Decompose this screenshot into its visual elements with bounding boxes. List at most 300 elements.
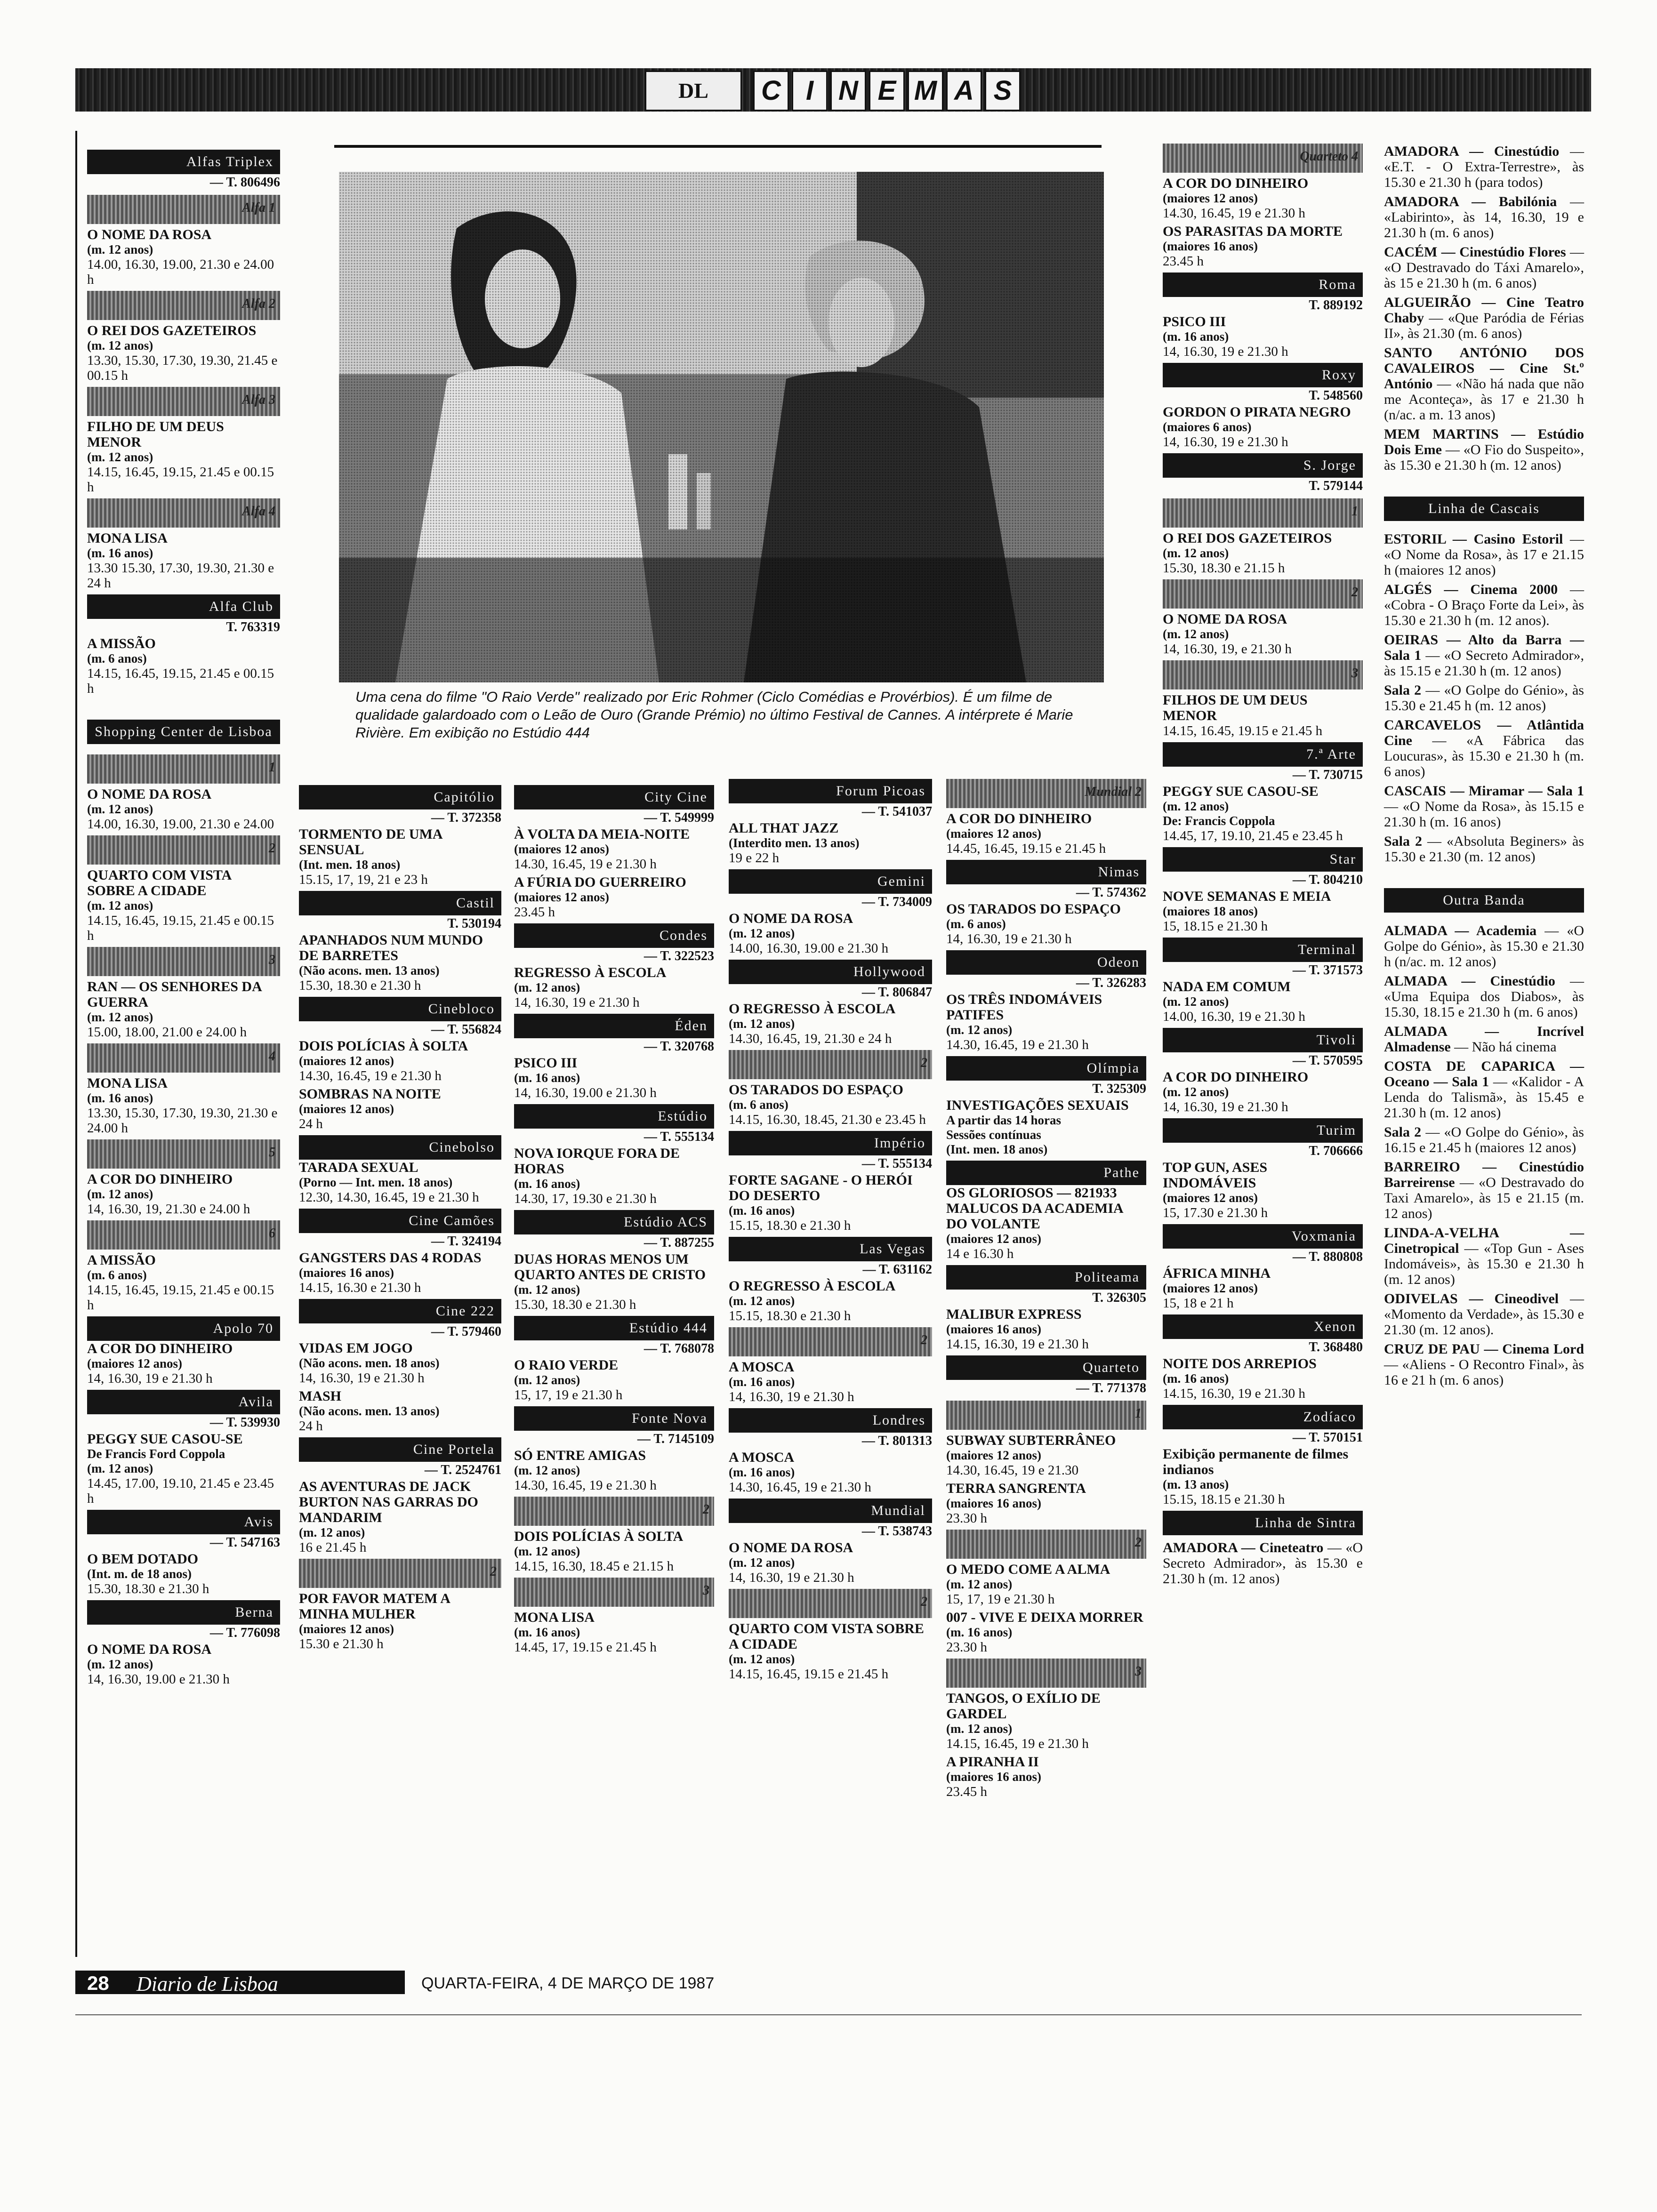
film-times: 23.30 h xyxy=(946,1511,987,1526)
film-times: 15, 18 e 21 h xyxy=(1163,1296,1234,1311)
film-times: 16 e 21.45 h xyxy=(299,1540,367,1555)
film-listing xyxy=(87,1075,280,1136)
film-listing xyxy=(514,1146,714,1206)
screen-header xyxy=(87,754,280,784)
film-note: Sessões contínuas xyxy=(946,1128,1041,1142)
film-times: 14.30, 16.45, 19 e 21.30 h xyxy=(729,1480,871,1495)
cinema-block xyxy=(729,1237,932,1323)
cinema-block xyxy=(514,1497,714,1574)
film-times: 14, 16.30, 19.00 e 21.30 h xyxy=(514,1085,657,1100)
film-listing xyxy=(946,1185,1146,1261)
film-title: ÁFRICA MINHA xyxy=(1163,1266,1271,1281)
cinema-block xyxy=(87,1390,280,1506)
film-title: FORTE SAGANE - O HERÓI DO DESERTO xyxy=(729,1172,913,1203)
cinema-block xyxy=(514,1014,714,1100)
screen-header xyxy=(87,1139,280,1169)
film-times: 15.15, 18.15 e 21.30 h xyxy=(1163,1492,1285,1507)
film-title: OS PARASITAS DA MORTE xyxy=(1163,224,1343,239)
film-rating: (maiores 16 anos) xyxy=(946,1770,1041,1784)
cinema-block xyxy=(1163,847,1363,934)
cinema-name: Xenon xyxy=(1163,1314,1363,1339)
film-listing xyxy=(87,1551,280,1596)
film-listing xyxy=(299,1250,501,1295)
cinema-block xyxy=(1384,497,1584,521)
film-times: 14.00, 16.30, 19.00, 21.30 e 24.00 h xyxy=(87,257,274,287)
cinema-block xyxy=(946,779,1146,856)
film-title: O NOME DA ROSA xyxy=(729,911,853,926)
cinema-block xyxy=(514,1210,714,1312)
cinema-name: Avila xyxy=(87,1390,280,1414)
cinema-phone: T. 579144 xyxy=(1309,479,1363,493)
film-note: (m. 12 anos) xyxy=(87,1461,153,1475)
cinema-block xyxy=(1384,632,1584,679)
film-title: A PIRANHA II xyxy=(946,1754,1039,1770)
listings-column-2 xyxy=(299,785,501,1655)
cinema-phone: — T. 372358 xyxy=(431,810,501,825)
screen-label: 2 xyxy=(921,1056,927,1070)
film-listing xyxy=(1163,611,1363,657)
paper-name: Diario de Lisboa xyxy=(137,1972,278,1996)
cinema-block xyxy=(729,1408,932,1495)
film-listing xyxy=(299,932,501,993)
cinema-block xyxy=(1163,1118,1363,1220)
film-title: O NOME DA ROSA xyxy=(1163,611,1287,627)
film-listing xyxy=(87,1341,280,1386)
cinema-block xyxy=(1384,295,1584,341)
cinema-name: Cinebolso xyxy=(299,1135,501,1160)
listings-column-3 xyxy=(514,785,714,1659)
film-rating: A partir das 14 horas xyxy=(946,1113,1062,1127)
film-title: A COR DO DINHEIRO xyxy=(1163,176,1309,191)
film-still-illustration xyxy=(339,172,1104,682)
cinema-block xyxy=(1384,1291,1584,1338)
cinema-block xyxy=(1384,783,1584,830)
cinema-name: Apolo 70 xyxy=(87,1316,280,1341)
regional-listing: CRUZ DE PAU — Cinema Lord — «Aliens - O Recontro Final», às 16 e 21 h (m. 6 anos) xyxy=(1384,1341,1584,1388)
film-rating: (maiores 16 anos) xyxy=(299,1266,394,1280)
cinema-block xyxy=(1384,1058,1584,1121)
cinema-block xyxy=(1384,582,1584,628)
film-listing xyxy=(946,1691,1146,1751)
film-listing xyxy=(87,419,280,495)
film-title: O NOME DA ROSA xyxy=(87,227,212,242)
film-times: 14, 16.30, 19 e 21.30 h xyxy=(299,1370,425,1386)
screen-header xyxy=(946,1401,1146,1430)
title-letter: S xyxy=(985,71,1021,111)
film-times: 14.30, 16.45, 19 e 21.30 h xyxy=(1163,206,1305,221)
paper-logo: DL xyxy=(645,71,742,111)
film-listing xyxy=(729,1359,932,1404)
cinema-name: Olímpia xyxy=(946,1056,1146,1081)
film-listing xyxy=(1163,314,1363,359)
film-title: O REGRESSO À ESCOLA xyxy=(729,1278,896,1294)
film-rating: (m. 12 anos) xyxy=(729,1652,795,1666)
film-rating: (maiores 12 anos) xyxy=(299,1054,394,1068)
cinema-name: Mundial xyxy=(729,1499,932,1523)
left-border xyxy=(75,131,77,1957)
film-times: 14.30, 16.45, 19 e 21.30 h xyxy=(946,1037,1089,1052)
cinema-name: Linha de Sintra xyxy=(1163,1511,1363,1535)
title-letter: C xyxy=(753,71,789,111)
film-title: A MOSCA xyxy=(729,1359,795,1375)
cinema-block xyxy=(1163,742,1363,843)
film-listing xyxy=(729,911,932,956)
film-rating: (m. 12 anos) xyxy=(87,898,153,913)
cinema-phone: — T. 579460 xyxy=(431,1324,501,1339)
cinema-name: Capitólio xyxy=(299,785,501,809)
regional-listing: ESTORIL — Casino Estoril — «O Nome da Rosa», às 17 e 21.15 h (maiores 12 anos) xyxy=(1384,531,1584,578)
cinema-block xyxy=(87,1316,280,1386)
film-times: 15.15, 18.30 e 21.30 h xyxy=(729,1218,851,1233)
film-rating: (maiores 6 anos) xyxy=(1163,420,1252,434)
film-title: MONA LISA xyxy=(87,1075,168,1091)
cinema-block xyxy=(729,1327,932,1404)
film-listing xyxy=(1163,404,1363,449)
regional-listing: CACÉM — Cinestúdio Flores — «O Destravado do Táxi Amarelo», às 15 e 21.30 h (m. 6 anos) xyxy=(1384,244,1584,291)
film-times: 15.15, 17, 19, 21 e 23 h xyxy=(299,872,428,887)
film-rating: (m. 12 anos) xyxy=(729,926,795,940)
cinema-name: Roma xyxy=(1163,272,1363,297)
film-rating: (maiores 12 anos) xyxy=(87,1356,182,1370)
film-title: O REI DOS GAZETEIROS xyxy=(1163,530,1332,546)
film-times: 19 e 22 h xyxy=(729,850,780,866)
film-title: NOVA IORQUE FORA DE HORAS xyxy=(514,1146,680,1177)
film-title: Exibição permanente de filmes indianos xyxy=(1163,1446,1349,1477)
cinema-block xyxy=(729,779,932,866)
film-rating: (Não acons. men. 13 anos) xyxy=(299,1404,440,1418)
film-title: O REI DOS GAZETEIROS xyxy=(87,323,257,338)
film-rating: (maiores 12 anos) xyxy=(946,826,1041,841)
film-times: 23.45 h xyxy=(1163,254,1204,269)
cinema-block xyxy=(1384,923,1584,970)
footer-rule xyxy=(75,2014,1582,2015)
film-times: 15.00, 18.00, 21.00 e 24.00 h xyxy=(87,1025,247,1040)
film-times: 14.30, 16.45, 19 e 21.30 xyxy=(946,1463,1079,1478)
film-listing xyxy=(87,786,280,832)
film-rating: (m. 12 anos) xyxy=(87,802,153,816)
film-times: 14.30, 17, 19.30 e 21.30 h xyxy=(514,1191,657,1206)
film-listing xyxy=(87,1431,280,1506)
film-rating: (m. 12 anos) xyxy=(87,450,153,464)
film-note: (Int. men. 18 anos) xyxy=(946,1142,1048,1156)
film-title: À VOLTA DA MEIA-NOITE xyxy=(514,826,690,842)
film-title: 007 - VIVE E DEIXA MORRER xyxy=(946,1610,1143,1625)
film-listing xyxy=(299,1591,501,1651)
film-times: 13.30, 15.30, 17.30, 19.30, 21.30 e 24.00 h xyxy=(87,1106,278,1136)
film-listing xyxy=(87,636,280,696)
film-listing xyxy=(1163,784,1363,843)
cinema-block xyxy=(1384,426,1584,473)
regional-listing: AMADORA — Cinestúdio — «E.T. - O Extra-Terrestre», às 15.30 e 21.30 h (para todos) xyxy=(1384,144,1584,190)
cinema-name: Alfas Triplex xyxy=(87,150,280,174)
cinema-name: Fonte Nova xyxy=(514,1406,714,1431)
cinema-name: Hollywood xyxy=(729,960,932,984)
film-rating: (m. 13 anos) xyxy=(1163,1477,1229,1491)
cinema-phone: — T. 631162 xyxy=(862,1262,932,1277)
screen-header xyxy=(87,291,280,320)
film-title: A FÚRIA DO GUERREIRO xyxy=(514,874,686,890)
film-listing xyxy=(1163,889,1363,934)
film-title: A MISSÃO xyxy=(87,636,156,651)
regional-listing: COSTA DE CAPARICA — Oceano — Sala 1 — «Kalidor - A Lenda do Talismã», às 15.45 e 21.30 h (m. 12 anos) xyxy=(1384,1058,1584,1121)
cinema-name: Cine Camões xyxy=(299,1209,501,1233)
film-rating: (maiores 12 anos) xyxy=(1163,191,1258,205)
film-times: 15, 18.15 e 21.30 h xyxy=(1163,919,1268,934)
cinema-block xyxy=(1163,1511,1363,1587)
film-listing xyxy=(946,901,1146,946)
film-title: MONA LISA xyxy=(87,530,168,546)
film-title: OS TARADOS DO ESPAÇO xyxy=(946,901,1121,917)
film-times: 14.00, 16.30, 19 e 21.30 h xyxy=(1163,1009,1305,1024)
cinema-phone: — T. 371573 xyxy=(1292,963,1363,978)
film-title: TARADA SEXUAL xyxy=(299,1160,418,1175)
regional-listing: CASCAIS — Miramar — Sala 1 — «O Nome da Rosa», às 15.15 e 21.30 h (m. 16 anos) xyxy=(1384,783,1584,830)
film-rating: De Francis Ford Coppola xyxy=(87,1447,225,1461)
film-rating: (maiores 12 anos) xyxy=(514,890,609,904)
cinema-block xyxy=(299,1559,501,1651)
screen-header xyxy=(87,1220,280,1250)
film-listing xyxy=(729,1082,932,1127)
film-title: APANHADOS NUM MUNDO DE BARRETES xyxy=(299,932,483,963)
screen-header xyxy=(729,1327,932,1356)
film-title: PEGGY SUE CASOU-SE xyxy=(87,1431,243,1447)
screen-label: 2 xyxy=(490,1564,497,1579)
cinema-phone: — T. 324194 xyxy=(431,1234,501,1249)
film-rating: (m. 12 anos) xyxy=(1163,1085,1229,1099)
screen-label: 2 xyxy=(921,1595,927,1609)
cinema-phone: — T. 326283 xyxy=(1076,976,1146,990)
film-times: 14.15, 16.45, 19.15 e 21.45 h xyxy=(1163,723,1323,738)
cinema-block xyxy=(1163,498,1363,576)
film-listing xyxy=(946,1433,1146,1478)
film-times: 15.30, 18.30 e 21.30 h xyxy=(87,1581,209,1596)
film-times: 14, 16.30, 19 e 21.30 h xyxy=(946,931,1072,946)
cinema-block xyxy=(729,1589,932,1682)
film-times: 14.15, 16.45, 19.15, 21.45 e 00.15 h xyxy=(87,465,274,495)
film-title: PSICO III xyxy=(514,1055,578,1071)
film-listing xyxy=(514,1251,714,1312)
cinema-phone: — T. 730715 xyxy=(1292,768,1363,782)
film-rating: (m. 16 anos) xyxy=(514,1177,580,1191)
film-rating: (m. 16 anos) xyxy=(946,1625,1013,1639)
cinema-block xyxy=(87,498,280,591)
film-times: 14.30, 16.45, 19 e 21.30 h xyxy=(514,1478,657,1493)
cinema-phone: — T. 804210 xyxy=(1292,873,1363,887)
film-listing xyxy=(1163,176,1363,221)
film-title: RAN — OS SENHORES DA GUERRA xyxy=(87,979,262,1010)
film-times: 15.15, 18.30 e 21.30 h xyxy=(729,1308,851,1323)
film-listing xyxy=(946,1610,1146,1655)
screen-label: Alfa 2 xyxy=(242,297,275,311)
film-listing xyxy=(514,1529,714,1574)
film-times: 13.30, 15.30, 17.30, 19.30, 21.45 e 00.15 h xyxy=(87,353,278,383)
film-times: 14, 16.30, 19 e 21.30 h xyxy=(729,1389,854,1404)
film-times: 14.45, 16.45, 19.15 e 21.45 h xyxy=(946,841,1106,856)
film-times: 14.00, 16.30, 19.00, 21.30 e 24.00 xyxy=(87,817,274,832)
cinema-block xyxy=(1163,1405,1363,1507)
cinema-block xyxy=(1163,453,1363,495)
cinema-block xyxy=(946,860,1146,946)
screen-header xyxy=(514,1497,714,1526)
film-times: 14.30, 16.45, 19, 21.30 e 24 h xyxy=(729,1031,892,1046)
cinema-phone: — T. 776098 xyxy=(209,1626,280,1640)
cinema-block xyxy=(514,923,714,1010)
screen-label: 5 xyxy=(269,1145,275,1160)
film-times: 12.30, 14.30, 16.45, 19 e 21.30 h xyxy=(299,1190,479,1205)
film-listing xyxy=(1163,530,1363,576)
film-rating: (m. 16 anos) xyxy=(729,1375,795,1389)
cinema-block xyxy=(1163,1314,1363,1401)
cinema-block xyxy=(1384,144,1584,190)
screen-header xyxy=(1163,498,1363,528)
film-title: POR FAVOR MATEM A MINHA MULHER xyxy=(299,1591,450,1622)
film-times: 13.30 15.30, 17.30, 19.30, 21.30 e 24 h xyxy=(87,561,274,591)
screen-header xyxy=(87,387,280,416)
cinema-name: Voxmania xyxy=(1163,1224,1363,1249)
cinema-block xyxy=(946,950,1146,1052)
cinema-block xyxy=(87,835,280,943)
film-rating: (m. 16 anos) xyxy=(514,1071,580,1085)
cinema-phone: — T. 555134 xyxy=(861,1156,932,1171)
cinema-phone: T. 368480 xyxy=(1309,1340,1363,1354)
film-listing xyxy=(729,1540,932,1585)
film-listing xyxy=(87,1642,280,1687)
screen-header xyxy=(729,1050,932,1079)
film-rating: (maiores 12 anos) xyxy=(946,1448,1041,1462)
film-title: OS TRÊS INDOMÁVEIS PATIFES xyxy=(946,992,1102,1023)
cinema-block xyxy=(1384,682,1584,713)
cinema-block xyxy=(946,1401,1146,1526)
cinema-block xyxy=(1384,345,1584,423)
cinema-name: Odeon xyxy=(946,950,1146,975)
film-listing xyxy=(729,1001,932,1046)
film-listing xyxy=(514,874,714,920)
cinema-phone: — T. 801313 xyxy=(861,1434,932,1448)
film-listing xyxy=(1163,979,1363,1024)
film-title: GORDON O PIRATA NEGRO xyxy=(1163,404,1351,420)
cinema-name: Estúdio xyxy=(514,1104,714,1129)
film-times: 14, 16.30, 19 e 21.30 h xyxy=(514,995,640,1010)
film-rating: (m. 16 anos) xyxy=(1163,1371,1229,1386)
film-times: 14.15, 16.30, 18.45, 21.30 e 23.45 h xyxy=(729,1112,926,1127)
cinema-block xyxy=(514,1104,714,1206)
cinema-phone: T. 530194 xyxy=(447,916,501,931)
cinema-phone: — T. 556824 xyxy=(431,1022,501,1037)
screen-header xyxy=(946,1530,1146,1559)
film-times: 23.30 h xyxy=(946,1640,987,1655)
film-rating: (m. 12 anos) xyxy=(1163,799,1229,813)
film-listing xyxy=(729,1621,932,1682)
cinema-name: Zodíaco xyxy=(1163,1405,1363,1429)
cinema-name: S. Jorge xyxy=(1163,453,1363,478)
film-title: FILHOS DE UM DEUS MENOR xyxy=(1163,692,1308,723)
film-rating: (maiores 16 anos) xyxy=(946,1322,1041,1336)
screen-label: 6 xyxy=(269,1226,275,1241)
film-rating: (m. 16 anos) xyxy=(87,546,153,560)
screen-label: 3 xyxy=(1135,1664,1142,1679)
film-title: SÓ ENTRE AMIGAS xyxy=(514,1448,646,1463)
film-rating: (maiores 12 anos) xyxy=(1163,1191,1258,1205)
film-rating: (m. 12 anos) xyxy=(514,1282,580,1297)
film-title: TERRA SANGRENTA xyxy=(946,1481,1086,1496)
film-rating: (m. 12 anos) xyxy=(1163,627,1229,641)
film-times: 14.30, 16.45, 19 e 21.30 h xyxy=(514,857,657,872)
film-title: PEGGY SUE CASOU-SE xyxy=(1163,784,1319,799)
film-title: INVESTIGAÇÕES SEXUAIS xyxy=(946,1098,1129,1113)
cinema-block xyxy=(299,1209,501,1295)
cinema-block xyxy=(87,594,280,696)
regional-listing: LINDA-A-VELHA — Cinetropical — «Top Gun - Ases Indomáveis», às 15.30 e 21.30 h (m. 12 anos) xyxy=(1384,1225,1584,1287)
film-title: A MOSCA xyxy=(729,1450,795,1465)
cinema-phone: — T. 806847 xyxy=(861,985,932,1000)
cinema-block xyxy=(729,1131,932,1233)
film-listing xyxy=(729,1278,932,1323)
film-listing xyxy=(946,811,1146,856)
cinema-block xyxy=(1384,1024,1584,1055)
cinema-phone: T. 326305 xyxy=(1092,1290,1146,1305)
film-title: O NOME DA ROSA xyxy=(87,1642,212,1657)
screen-label: 2 xyxy=(703,1502,709,1517)
screen-label: 3 xyxy=(1351,666,1358,681)
regional-listing: ALGÉS — Cinema 2000 — «Cobra - O Braço Forte da Lei», às 15.30 e 21.30 h (m. 12 anos). xyxy=(1384,582,1584,628)
film-times: 14, 16.30, 19, e 21.30 h xyxy=(1163,641,1292,657)
cinema-block xyxy=(299,785,501,887)
film-title: OS TARADOS DO ESPAÇO xyxy=(729,1082,903,1098)
cinema-block xyxy=(1384,1225,1584,1287)
regional-listing: AMADORA — Babilónia — «Labirinto», às 14, 16.30, 19 e 21.30 h (m. 6 anos) xyxy=(1384,194,1584,240)
film-listing xyxy=(946,1098,1146,1157)
film-times: 14.45, 17, 19.10, 21.45 e 23.45 h xyxy=(1163,828,1343,843)
cinema-block xyxy=(1384,194,1584,240)
film-rating: (maiores 12 anos) xyxy=(1163,1281,1258,1295)
screen-label: 3 xyxy=(269,953,275,967)
cinema-name: Politeama xyxy=(946,1265,1146,1290)
screen-header xyxy=(514,1578,714,1607)
cinema-phone: — T. 539930 xyxy=(209,1415,280,1430)
film-title: TORMENTO DE UMA SENSUAL xyxy=(299,826,442,858)
listings-column-4 xyxy=(729,779,932,1685)
regional-listing: Sala 2 — «O Golpe do Génio», às 15.30 e 21.45 h (m. 12 anos) xyxy=(1384,682,1584,713)
film-times: 14.15, 16.30, 18.45 e 21.15 h xyxy=(514,1559,674,1574)
film-times: 14, 16.30, 19.00 e 21.30 h xyxy=(87,1672,230,1687)
title-letter: N xyxy=(830,71,866,111)
film-title: GANGSTERS DAS 4 RODAS xyxy=(299,1250,482,1266)
cinema-name: Cine 222 xyxy=(299,1299,501,1323)
cinema-name: Castil xyxy=(299,891,501,915)
cinema-block xyxy=(1163,938,1363,1024)
film-times: 24 h xyxy=(299,1116,323,1131)
cinema-block xyxy=(946,1056,1146,1157)
film-times: 24 h xyxy=(299,1419,323,1434)
film-rating: (maiores 18 anos) xyxy=(1163,904,1258,918)
cinema-name: Outra Banda xyxy=(1384,888,1584,913)
regional-listing: SANTO ANTÓNIO DOS CAVALEIROS — Cine St.º António — «Não há nada que não me Aconteça», às 17 e 21.30 h (n/ac. a m. 13 anos) xyxy=(1384,345,1584,423)
film-listing xyxy=(946,1562,1146,1607)
film-times: 14.15, 16.45, 19.15, 21.45 e 00.15 h xyxy=(87,666,274,696)
regional-listing: OEIRAS — Alto da Barra — Sala 1 — «O Secreto Admirador», às 15.15 e 21.30 h (m. 12 anos) xyxy=(1384,632,1584,679)
cinema-block xyxy=(1163,363,1363,449)
film-listing xyxy=(299,1160,501,1205)
film-listing xyxy=(1163,224,1363,269)
screen-label: 1 xyxy=(269,760,275,775)
cinema-name: Cinebloco xyxy=(299,997,501,1021)
regional-listing: AMADORA — Cineteatro — «O Secreto Admirador», às 15.30 e 21.30 h (m. 12 anos) xyxy=(1163,1540,1363,1587)
film-listing xyxy=(87,530,280,591)
cinema-name: Avis xyxy=(87,1510,280,1534)
cinema-block xyxy=(299,891,501,993)
cinema-block xyxy=(946,1161,1146,1261)
screen-label: Mundial 2 xyxy=(1085,785,1142,799)
